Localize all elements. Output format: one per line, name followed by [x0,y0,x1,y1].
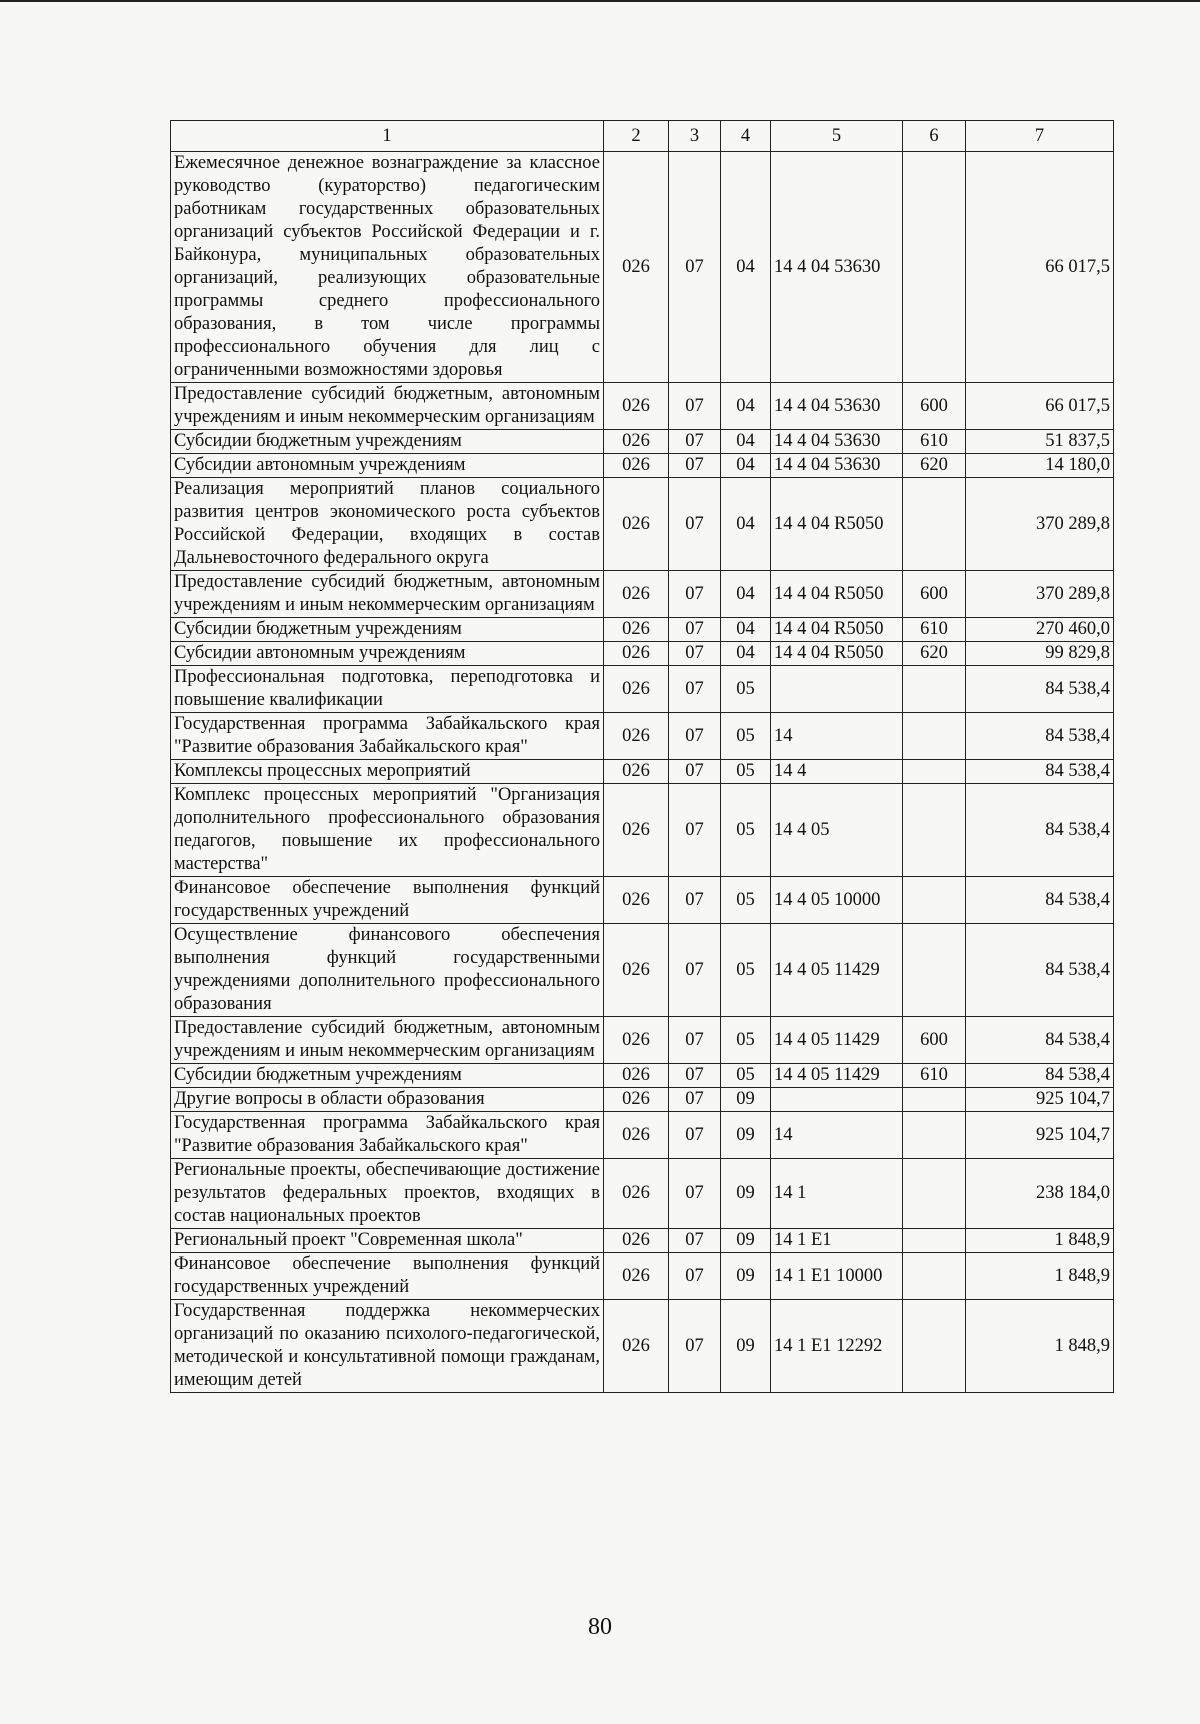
expense-type-code [903,1300,966,1393]
table-row [171,666,1114,713]
amount: 1 848,9 [966,1300,1114,1393]
section-code: 07 [669,713,721,760]
subsection-code: 04 [721,430,771,454]
target-article-code: 14 1 E1 10000 [771,1253,903,1300]
amount: 51 837,5 [966,430,1114,454]
amount: 84 538,4 [966,666,1114,713]
amount: 84 538,4 [966,784,1114,877]
table-row [171,713,1114,760]
section-code: 07 [669,454,721,478]
admin-code: 026 [604,571,669,618]
expense-type-code [903,1112,966,1159]
expense-type-code [903,1159,966,1229]
row-name: Субсидии бюджетным учреждениям [171,618,604,642]
amount: 84 538,4 [966,1064,1114,1088]
section-code: 07 [669,760,721,784]
table-row [171,454,1114,478]
target-article-code: 14 4 04 R5050 [771,571,903,618]
row-name: Финансовое обеспечение выполнения функций государственных учреждений [171,877,604,924]
section-code: 07 [669,1112,721,1159]
subsection-code: 09 [721,1112,771,1159]
admin-code: 026 [604,1159,669,1229]
row-name: Осуществление финансового обеспечения выполнения функций государственными учреждениями дополнительного профессионального образования [171,924,604,1017]
row-name: Комплексы процессных мероприятий [171,760,604,784]
col-header-6: 6 [903,121,966,152]
target-article-code: 14 [771,1112,903,1159]
amount: 84 538,4 [966,713,1114,760]
target-article-code: 14 4 05 11429 [771,924,903,1017]
section-code: 07 [669,478,721,571]
expense-type-code [903,713,966,760]
admin-code: 026 [604,1300,669,1393]
section-code: 07 [669,877,721,924]
admin-code: 026 [604,924,669,1017]
table-row [171,571,1114,618]
amount: 370 289,8 [966,571,1114,618]
amount: 270 460,0 [966,618,1114,642]
admin-code: 026 [604,1088,669,1112]
subsection-code: 05 [721,760,771,784]
subsection-code: 04 [721,383,771,430]
section-code: 07 [669,1159,721,1229]
admin-code: 026 [604,454,669,478]
col-header-4: 4 [721,121,771,152]
row-name: Профессиональная подготовка, переподготовка и повышение квалификации [171,666,604,713]
expense-type-code [903,1253,966,1300]
admin-code: 026 [604,152,669,383]
col-header-5: 5 [771,121,903,152]
table-row [171,618,1114,642]
table-row [171,1112,1114,1159]
subsection-code: 04 [721,454,771,478]
admin-code: 026 [604,1229,669,1253]
expense-type-code [903,760,966,784]
expense-type-code: 610 [903,618,966,642]
admin-code: 026 [604,760,669,784]
target-article-code: 14 4 04 R5050 [771,618,903,642]
section-code: 07 [669,924,721,1017]
table-row [171,1253,1114,1300]
subsection-code: 04 [721,618,771,642]
row-name: Государственная программа Забайкальского края "Развитие образования Забайкальского края" [171,1112,604,1159]
table-row [171,1300,1114,1393]
section-code: 07 [669,383,721,430]
amount: 99 829,8 [966,642,1114,666]
section-code: 07 [669,618,721,642]
amount: 1 848,9 [966,1229,1114,1253]
table-row [171,924,1114,1017]
subsection-code: 04 [721,571,771,618]
target-article-code [771,1088,903,1112]
admin-code: 026 [604,1064,669,1088]
subsection-code: 05 [721,784,771,877]
row-name: Региональные проекты, обеспечивающие достижение результатов федеральных проектов, входящих в состав национальных проектов [171,1159,604,1229]
target-article-code: 14 4 04 53630 [771,383,903,430]
budget-table [170,120,1114,1393]
section-code: 07 [669,1300,721,1393]
amount: 84 538,4 [966,1017,1114,1064]
row-name: Предоставление субсидий бюджетным, автономным учреждениям и иным некоммерческим организациям [171,1017,604,1064]
row-name: Государственная поддержка некоммерческих организаций по оказанию психолого-педагогической, методической и консультативной помощи гражданам, имеющим детей [171,1300,604,1393]
table-row [171,784,1114,877]
subsection-code: 05 [721,666,771,713]
admin-code: 026 [604,666,669,713]
amount: 370 289,8 [966,478,1114,571]
expense-type-code: 600 [903,383,966,430]
target-article-code: 14 4 04 53630 [771,152,903,383]
table-row [171,1159,1114,1229]
subsection-code: 09 [721,1159,771,1229]
target-article-code: 14 1 E1 12292 [771,1300,903,1393]
row-name: Субсидии бюджетным учреждениям [171,1064,604,1088]
expense-type-code [903,478,966,571]
table-row [171,877,1114,924]
amount: 14 180,0 [966,454,1114,478]
target-article-code [771,666,903,713]
table-row [171,1017,1114,1064]
table-row [171,152,1114,383]
expense-type-code [903,152,966,383]
admin-code: 026 [604,1017,669,1064]
section-code: 07 [669,1253,721,1300]
admin-code: 026 [604,784,669,877]
expense-type-code [903,1088,966,1112]
expense-type-code [903,784,966,877]
subsection-code: 05 [721,1064,771,1088]
table-row [171,383,1114,430]
section-code: 07 [669,666,721,713]
subsection-code: 05 [721,713,771,760]
admin-code: 026 [604,877,669,924]
expense-type-code: 610 [903,430,966,454]
row-name: Финансовое обеспечение выполнения функций государственных учреждений [171,1253,604,1300]
amount: 1 848,9 [966,1253,1114,1300]
amount: 66 017,5 [966,383,1114,430]
page-number: 80 [588,1614,612,1640]
subsection-code: 05 [721,1017,771,1064]
admin-code: 026 [604,383,669,430]
amount: 84 538,4 [966,924,1114,1017]
admin-code: 026 [604,713,669,760]
row-name: Предоставление субсидий бюджетным, автономным учреждениям и иным некоммерческим организациям [171,571,604,618]
table-row [171,760,1114,784]
row-name: Субсидии автономным учреждениям [171,642,604,666]
subsection-code: 04 [721,478,771,571]
target-article-code: 14 [771,713,903,760]
table-row [171,478,1114,571]
amount: 238 184,0 [966,1159,1114,1229]
amount: 925 104,7 [966,1088,1114,1112]
row-name: Комплекс процессных мероприятий "Организация дополнительного профессионального образования педагогов, повышение их профессионального мастерства" [171,784,604,877]
table-row [171,1088,1114,1112]
target-article-code: 14 4 04 53630 [771,454,903,478]
subsection-code: 09 [721,1300,771,1393]
table-row [171,642,1114,666]
subsection-code: 09 [721,1229,771,1253]
col-header-7: 7 [966,121,1114,152]
admin-code: 026 [604,1112,669,1159]
section-code: 07 [669,1064,721,1088]
subsection-code: 04 [721,642,771,666]
admin-code: 026 [604,430,669,454]
row-name: Субсидии бюджетным учреждениям [171,430,604,454]
section-code: 07 [669,1017,721,1064]
target-article-code: 14 4 04 R5050 [771,642,903,666]
target-article-code: 14 4 [771,760,903,784]
col-header-2: 2 [604,121,669,152]
amount: 84 538,4 [966,877,1114,924]
target-article-code: 14 4 05 11429 [771,1064,903,1088]
table-row [171,1229,1114,1253]
table-row [171,1064,1114,1088]
row-name: Государственная программа Забайкальского края "Развитие образования Забайкальского края" [171,713,604,760]
section-code: 07 [669,1088,721,1112]
target-article-code: 14 1 [771,1159,903,1229]
row-name: Региональный проект "Современная школа" [171,1229,604,1253]
section-code: 07 [669,152,721,383]
col-header-1: 1 [171,121,604,152]
header-row [171,121,1114,152]
target-article-code: 14 4 05 11429 [771,1017,903,1064]
row-name: Субсидии автономным учреждениям [171,454,604,478]
target-article-code: 14 1 E1 [771,1229,903,1253]
subsection-code: 05 [721,924,771,1017]
col-header-3: 3 [669,121,721,152]
expense-type-code: 600 [903,571,966,618]
admin-code: 026 [604,618,669,642]
expense-type-code: 620 [903,454,966,478]
subsection-code: 04 [721,152,771,383]
section-code: 07 [669,642,721,666]
row-name: Ежемесячное денежное вознаграждение за классное руководство (кураторство) педагогическим работникам государственных образовательных организаций субъектов Российской Федерации и г. Байконура, муниципальных образовательных организаций, реализующих образовательные программы среднего профессионального образования, в том числе программы профессионального обучения для лиц с ограниченными возможностями здоровья [171,152,604,383]
admin-code: 026 [604,642,669,666]
row-name: Реализация мероприятий планов социального развития центров экономического роста субъектов Российской Федерации, входящих в состав Дальневосточного федерального округа [171,478,604,571]
table-row [171,430,1114,454]
admin-code: 026 [604,1253,669,1300]
row-name: Другие вопросы в области образования [171,1088,604,1112]
subsection-code: 05 [721,877,771,924]
amount: 66 017,5 [966,152,1114,383]
expense-type-code [903,877,966,924]
section-code: 07 [669,1229,721,1253]
section-code: 07 [669,430,721,454]
admin-code: 026 [604,478,669,571]
target-article-code: 14 4 05 10000 [771,877,903,924]
subsection-code: 09 [721,1088,771,1112]
expense-type-code: 610 [903,1064,966,1088]
expense-type-code [903,1229,966,1253]
subsection-code: 09 [721,1253,771,1300]
target-article-code: 14 4 04 53630 [771,430,903,454]
expense-type-code [903,666,966,713]
expense-type-code: 600 [903,1017,966,1064]
target-article-code: 14 4 04 R5050 [771,478,903,571]
expense-type-code [903,924,966,1017]
target-article-code: 14 4 05 [771,784,903,877]
scan-top-edge [0,0,1200,2]
section-code: 07 [669,571,721,618]
row-name: Предоставление субсидий бюджетным, автономным учреждениям и иным некоммерческим организациям [171,383,604,430]
amount: 925 104,7 [966,1112,1114,1159]
amount: 84 538,4 [966,760,1114,784]
section-code: 07 [669,784,721,877]
expense-type-code: 620 [903,642,966,666]
